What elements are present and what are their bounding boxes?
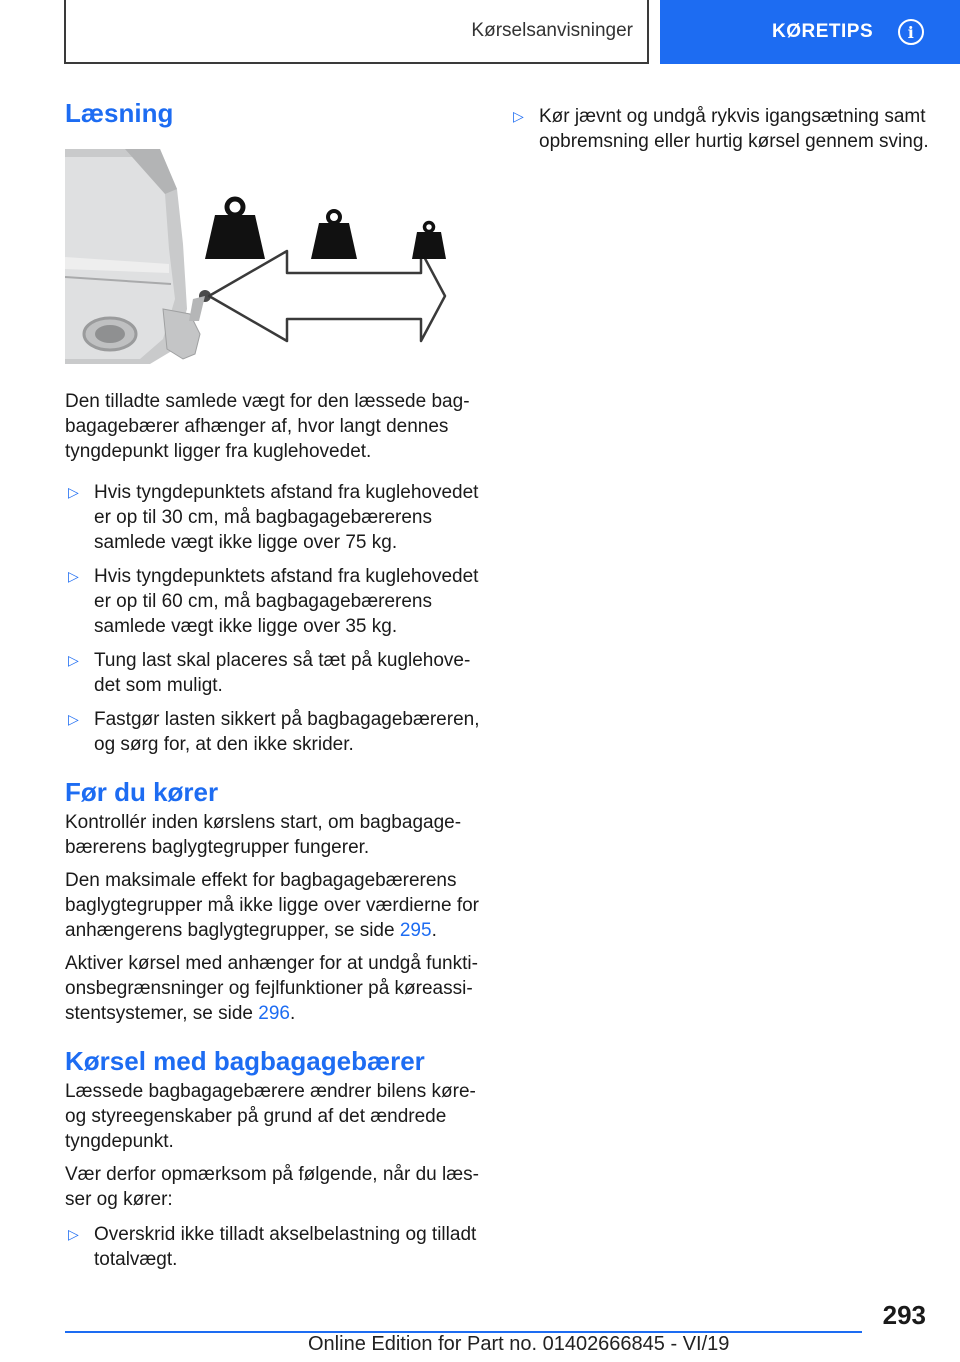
section-label: Kørselsanvisninger (471, 20, 633, 41)
info-icon[interactable]: i (898, 19, 924, 45)
list-item: ▷ Overskrid ikke tilladt akselbelastning og tilladt totalvægt. (68, 1224, 477, 1270)
list-item: ▷ Fastgør lasten sikkert på bagbagagebæreren, og sørg for, at den ikke skrider. (68, 709, 480, 755)
list-item: ▷ Hvis tyngdepunktets afstand fra kuglehovedet er op til 60 cm, må bagbagagebærerens samlede vægt ikke ligge over 35 kg. (68, 566, 479, 637)
before-driving-p3: Aktiver kørsel med anhænger for at undgå funktionsbegrænsninger og fejlfunktioner på køreassistentsystemer, se side 296. (65, 953, 478, 1024)
before-driving-p1: Kontrollér inden kørslens start, om bagbagagebærerens baglygtegrupper fungerer. (65, 812, 462, 858)
bullet-triangle-icon: ▷ (68, 484, 79, 500)
list-item: ▷ Tung last skal placeres så tæt på kuglehovedet som muligt. (68, 650, 471, 696)
bullet-triangle-icon: ▷ (68, 568, 79, 584)
left-column (65, 98, 485, 1281)
driving-p1: Læssede bagbagagebærere ændrer bilens køre- og styreegenskaber på grund af det ændrede tyngdepunkt. (65, 1081, 476, 1152)
driving-p2: Vær derfor opmærksom på følgende, når du læsser og kører: (65, 1164, 479, 1210)
header-section-title (64, 0, 649, 64)
tow-hitch-weight-illustration (65, 149, 465, 364)
page-number: 293 (882, 1300, 926, 1330)
bullet-triangle-icon: ▷ (513, 108, 524, 124)
bullet-triangle-icon: ▷ (68, 1226, 79, 1242)
heading-before-driving: Før du kører (65, 777, 219, 807)
right-column (510, 104, 930, 163)
page-link-296[interactable]: 296 (258, 1003, 290, 1024)
loading-intro: Den tilladte samlede vægt for den læssede bagbagagebærer afhænger af, hvor langt dennes tyngdepunkt ligger fra kuglehovedet. (65, 391, 470, 462)
footer-edition: Online Edition for Part no. 01402666845 - VI/19 (308, 1333, 730, 1355)
page-link-295[interactable]: 295 (399, 920, 432, 941)
bullet-triangle-icon: ▷ (68, 711, 79, 727)
driving-bullets (65, 1222, 485, 1272)
loading-bullets (65, 480, 485, 757)
heading-driving-with-carrier: Kørsel med bagbagagebærer (65, 1046, 425, 1076)
bullet-triangle-icon: ▷ (68, 652, 79, 668)
heading-loading: Læsning (65, 98, 174, 128)
header-tab-koeretips[interactable] (660, 0, 960, 64)
list-item: ▷ Hvis tyngdepunktets afstand fra kuglehovedet er op til 30 cm, må bagbagagebærerens samlede vægt ikke ligge over 75 kg. (68, 482, 479, 553)
driving-bullets-continued (510, 104, 930, 154)
list-item: ▷ Kør jævnt og undgå rykvis igangsætning samt opbremsning eller hurtig kørsel gennem sving. (513, 106, 929, 152)
tab-label: KØRETIPS (772, 21, 874, 42)
before-driving-p2: Den maksimale effekt for bagbagagebærerens baglygtegrupper må ikke ligge over værdierne for anhængerens baglygtegrupper, se side 295. (65, 870, 479, 941)
